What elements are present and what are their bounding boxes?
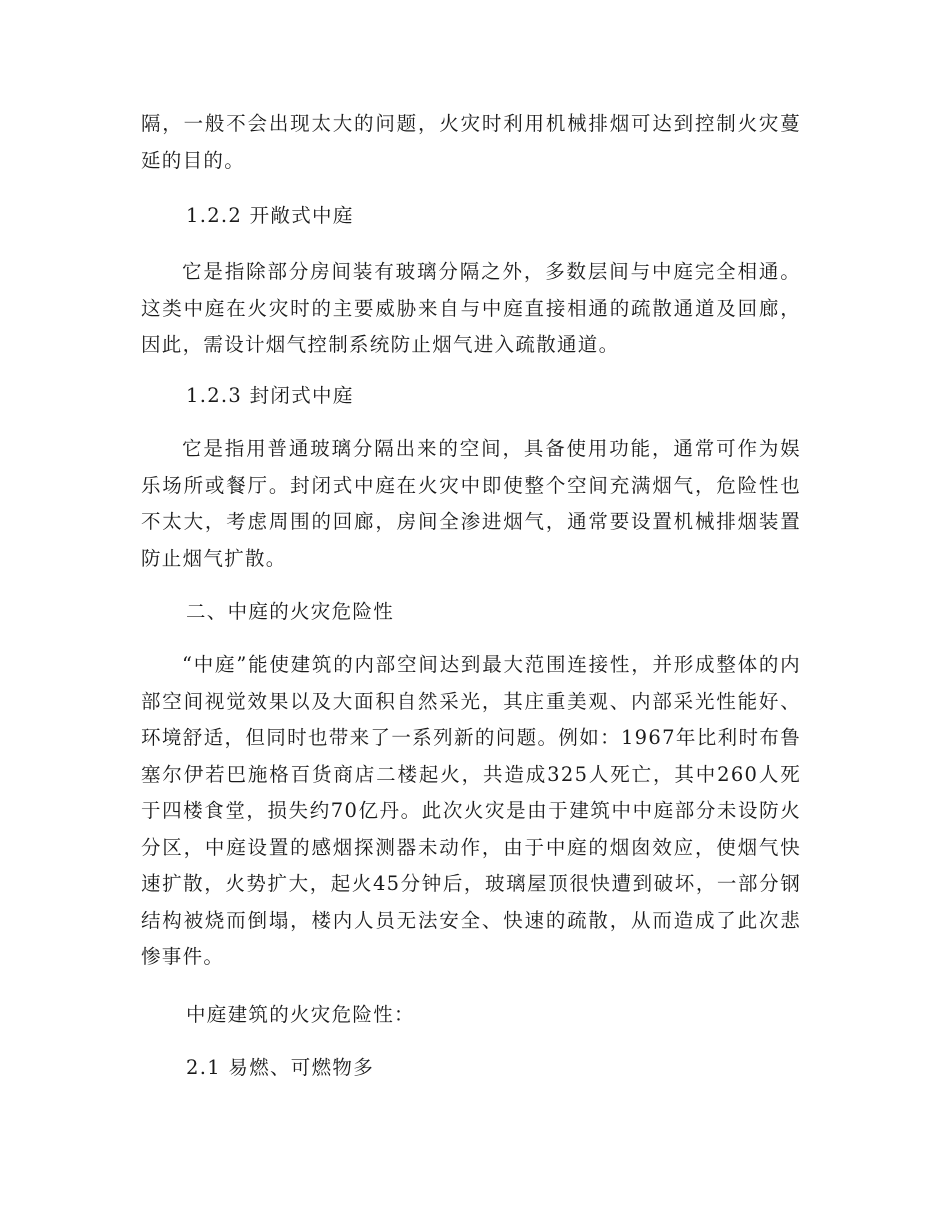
- paragraph-closed-atrium: 它是指用普通玻璃分隔出来的空间，具备使用功能，通常可作为娱乐场所或餐厅。封闭式中庭在火灾中即使整个空间充满烟气，危险性也不太大，考虑周围的回廊，房间全渗进烟气，通常要设置机械排烟装置防止烟气扩散。: [141, 437, 801, 570]
- paragraph-continued: 隔，一般不会出现太大的问题，火灾时利用机械排烟可达到控制火灾蔓延的目的。: [141, 112, 801, 172]
- paragraph-risk-intro: 中庭建筑的火灾危险性：: [186, 1003, 415, 1026]
- section-heading-2-1: 2.1 易燃、可燃物多: [186, 1056, 375, 1079]
- section-heading-1-2-3: 1.2.3 封闭式中庭: [186, 384, 354, 407]
- paragraph-open-atrium: 它是指除部分房间装有玻璃分隔之外，多数层间与中庭完全相通。这类中庭在火灾时的主要威胁来自与中庭直接相通的疏散通道及回廊，因此，需设计烟气控制系统防止烟气进入疏散通道。: [141, 260, 801, 356]
- section-heading-1-2-2: 1.2.2 开敞式中庭: [186, 204, 354, 227]
- section-heading-2: 二、中庭的火灾危险性: [186, 600, 395, 623]
- paragraph-fire-risk: “中庭”能使建筑的内部空间达到最大范围连接性，并形成整体的内部空间视觉效果以及大面积自然采光，其庄重美观、内部采光性能好、环境舒适，但同时也带来了一系列新的问题。例如：1967年比利时布鲁塞尔伊若巴施格百货商店二楼起火，共造成325人死亡，其中260人死于四楼食堂，损失约70亿丹。此次火灾是由于建筑中中庭部分未设防火分区，中庭设置的感烟探测器未动作，由于中庭的烟囱效应，使烟气快速扩散，火势扩大，起火45分钟后，玻璃屋顶很快遭到破坏，一部分钢结构被烧而倒塌，楼内人员无法安全、快速的疏散，从而造成了此次悲惨事件。: [141, 653, 801, 968]
